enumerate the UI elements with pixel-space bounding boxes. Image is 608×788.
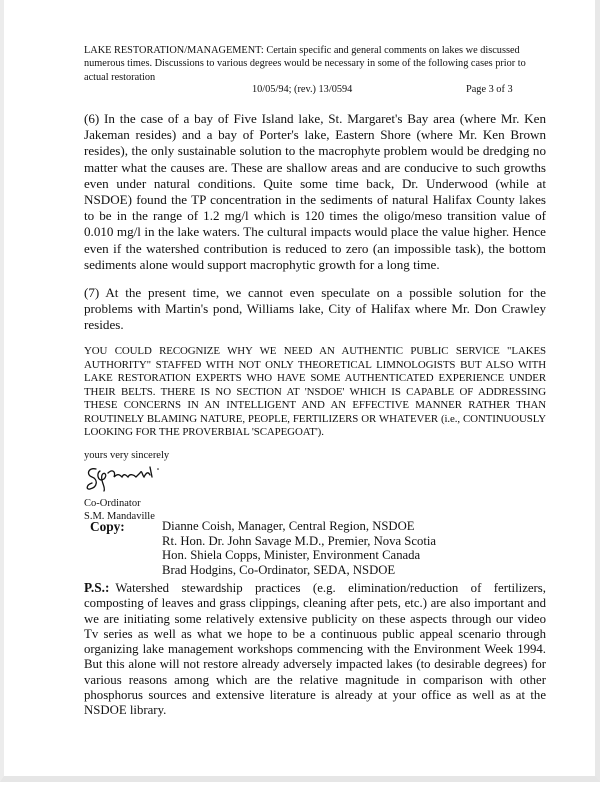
copy-recipient: Hon. Shiela Copps, Minister, Environment Canada bbox=[162, 548, 421, 563]
signer-title: Co-Ordinator bbox=[84, 498, 141, 509]
copy-label: Copy: bbox=[90, 519, 125, 534]
copy-recipient: Dianne Coish, Manager, Central Region, NSDOE bbox=[162, 519, 415, 533]
copy-recipient: Rt. Hon. Dr. John Savage M.D., Premier, Nova Scotia bbox=[162, 533, 437, 548]
paragraph-7: (7) At the present time, we cannot even speculate on a possible solution for the problems with Martin's pond, Williams lake, City of Halifax where Mr. Don Crawley resides. bbox=[84, 285, 546, 333]
date-line: 10/05/94; (rev.) 13/0594 bbox=[252, 84, 353, 95]
ps-label: P.S.: bbox=[84, 580, 110, 595]
page-number: Page 3 of 3 bbox=[466, 84, 513, 95]
copy-recipient-list bbox=[162, 519, 436, 577]
postscript bbox=[84, 580, 546, 719]
document-header: LAKE RESTORATION/MANAGEMENT: Certain specific and general comments on lakes we discussed numerous times. Discussions to various degrees would be necessary in some of the following cases prior to actual restoration bbox=[84, 45, 526, 83]
ps-text: Watershed stewardship practices (e.g. elimination/reduction of fertilizers, composting of leaves and grass clippings, cleaning after pets, etc.) are also important and we are initiating some relatively extensive publicity on these aspects through our video Tv series as well as what we hope to be a continuous public appeal scenario through organizing lake management workshops commencing with the Environment Week 1994. But this alone will not restore already adversely impacted lakes (to desirable degrees) for various reasons among which are the relative magnitude in comparison with other phosphorus sources and extensive literature is already at your office as well as at the NSDOE library. bbox=[84, 581, 546, 718]
emphasis-paragraph: YOU COULD RECOGNIZE WHY WE NEED AN AUTHENTIC PUBLIC SERVICE "LAKES AUTHORITY" STAFFED WITH NOT ONLY THEORETICAL LIMNOLOGISTS BUT ALSO WITH LAKE RESTORATION EXPERTS WHO HAVE SOME AUTHENTICATED EXPERIENCE UNDER THEIR BELTS. THERE IS NO SECTION AT 'NSDOE' WHICH IS CAPABLE OF ADDRESSING THESE CONCERNS IN AN INTELLIGENT AND AN EFFECTIVE MANNER RATHER THAN ROUTINELY BLAMING NATURE, PEOPLE, FERTILIZERS OR WHATEVER (i.e., CONTINUOUSLY LOOKING FOR THE PROVERBIAL 'SCAPEGOAT'). bbox=[84, 345, 546, 438]
copy-recipient: Brad Hodgins, Co-Ordinator, SEDA, NSDOE bbox=[162, 562, 396, 577]
closing-line: yours very sincerely bbox=[84, 450, 170, 461]
paragraph-6: (6) In the case of a bay of Five Island lake, St. Margaret's Bay area (where Mr. Ken Jakeman resides) and a bay of Porter's lake, Eastern Shore (where Mr. Ken Brown resides), the only sustainable solution to the macrophyte problem would be dredging no matter what the causes are. These are shallow areas and are conducive to such growths even under natural conditions. Quite some time back, Dr. Underwood (while at NSDOE) found the TP concentration in the sediments of natural Halifax County lakes to be in the range of 1.2 mg/l which is 120 times the oligo/meso transition value of 0.010 mg/l in the lake waters. The cultural impacts would place the value higher. Hence even if the watershed contribution is reduced to zero (an impossible task), the bottom sediments alone would support macrophytic growth for a long time. bbox=[84, 111, 546, 272]
signer-name: S.M. Mandaville bbox=[84, 511, 155, 522]
signature-icon bbox=[84, 461, 174, 493]
